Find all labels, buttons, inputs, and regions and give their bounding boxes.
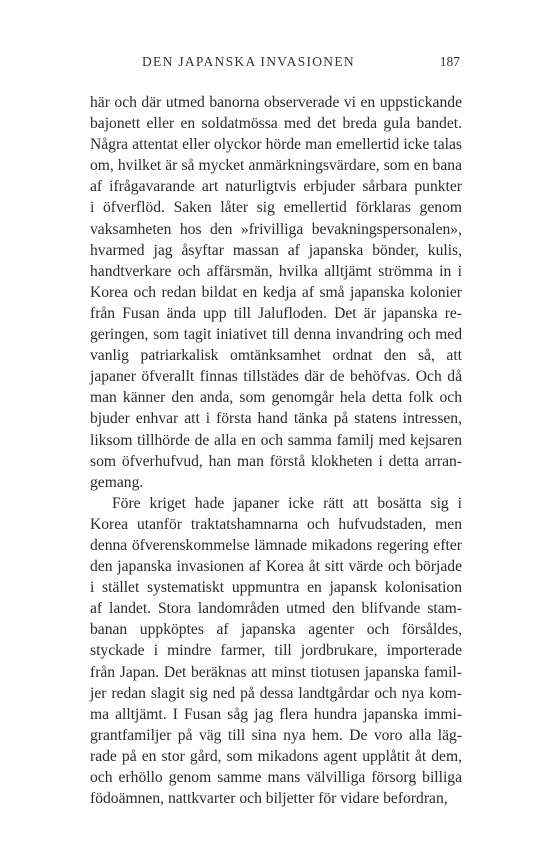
text-line: japaner öfverallt finnas tillstädes där de behöfvas. Och då xyxy=(90,368,462,386)
text-line: bajonett eller en soldatmössa med det breda gula bandet. xyxy=(90,115,462,133)
text-line: om, hvilket är så mycket anmärkningsvärdare, som en bana xyxy=(90,157,462,175)
text-line: bjuder enhvar att i första hand tänka på statens intressen, xyxy=(90,410,462,428)
text-line: födoämnen, nattkvarter och biljetter för vidare befordran, xyxy=(90,790,448,808)
text-line: gemang. xyxy=(90,473,144,491)
text-line: jer redan slagit sig ned på dessa landtgårdar och nya kom- xyxy=(90,684,462,702)
running-header-title: DEN JAPANSKA INVASIONEN xyxy=(142,54,355,69)
text-line: i öfverflöd. Saken låter sig emellertid förklaras genom xyxy=(90,199,462,217)
text-line: af ifrågavarande art naturligtvis erbjuder sårbara punkter xyxy=(90,178,462,196)
paragraph xyxy=(90,92,462,493)
text-line: grantfamiljer på väg till sina nya hem. De voro alla läg- xyxy=(90,726,462,744)
page-number: 187 xyxy=(439,54,460,69)
text-line: banan uppköptes af japanska agenter och försåldes, xyxy=(90,621,462,639)
text-line: vaksamheten hos den »frivilliga bevakningspersonalen», xyxy=(90,220,462,238)
text-line: Korea och redan bildat en kedja af små japanska kolonier xyxy=(90,283,462,301)
text-line: rade på en stor gård, som mikadons agent upplåtit åt dem, xyxy=(90,747,462,765)
text-line: geringen, som tagit iniativet till denna invandring och med xyxy=(90,326,462,344)
text-line: liksom tillhörde de alla en och samma familj med kejsaren xyxy=(90,431,462,449)
text-line: man känner den anda, som genomgår hela detta folk och xyxy=(90,389,462,407)
running-header xyxy=(90,54,470,74)
text-line: styckade i mindre farmer, till jordbrukare, importerade xyxy=(90,642,462,660)
body-text xyxy=(90,92,462,809)
text-line: Korea utanför traktatshamnarna och hufvudstaden, men xyxy=(90,515,462,533)
text-line: Före kriget hade japaner icke rätt att bosätta sig i xyxy=(112,494,462,512)
text-line: af landet. Stora landområden utmed den blifvande stam- xyxy=(90,600,462,618)
text-line: hvarmed jag åsyftar massan af japanska bönder, kulis, xyxy=(90,241,462,259)
text-line: Några attentat eller olyckor hörde man emellertid icke talas xyxy=(90,136,462,154)
text-line: handtverkare och affärsmän, hvilka alltjämt strömma in i xyxy=(90,262,462,280)
text-line: från Fusan ända upp till Jalufloden. Det är japanska re- xyxy=(90,304,462,322)
text-line: i stället systematiskt uppmuntra en japansk kolonisation xyxy=(90,579,462,597)
text-line: den japanska invasionen af Korea åt sitt värde och började xyxy=(90,558,462,576)
text-line: och erhöllo genom samme mans välvilliga försorg billiga xyxy=(90,769,462,786)
text-line: som öfverhufvud, han man förstå klokheten i detta arran- xyxy=(90,452,462,470)
text-line: här och där utmed banorna observerade vi en uppstickande xyxy=(90,94,462,111)
text-line: denna öfverenskommelse lämnade mikadons regering efter xyxy=(90,536,462,554)
text-line: vanlig patriarkalisk omtänksamhet ordnat den så, att xyxy=(90,347,462,365)
text-line: ma alltjämt. I Fusan såg jag flera hundra japanska immi- xyxy=(90,705,462,723)
paragraph xyxy=(90,493,462,809)
text-line: från Japan. Det beräknas att minst tiotusen japanska famil- xyxy=(90,663,462,681)
